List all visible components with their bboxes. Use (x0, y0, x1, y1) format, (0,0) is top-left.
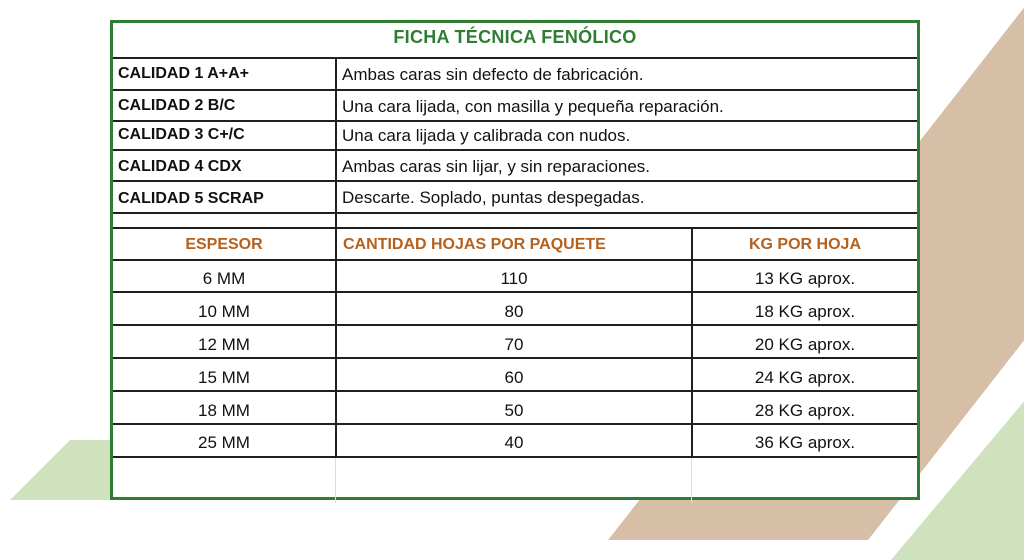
espesor-cell: 12 MM (198, 335, 250, 354)
kg-cell: 13 KG aprox. (754, 269, 856, 288)
espesor-cell: 15 MM (198, 368, 250, 387)
quality-description: Una cara lijada, con masilla y pequeña reparación. (342, 97, 724, 116)
espesor-cell: 25 MM (198, 433, 250, 452)
cantidad-cell: 60 (504, 368, 524, 387)
quality-label: CALIDAD 3 C+/C (118, 126, 245, 143)
quality-description: Una cara lijada y calibrada con nudos. (342, 126, 631, 145)
column-header-kg: KG POR HOJA (748, 236, 861, 253)
quality-label: CALIDAD 2 B/C (118, 97, 236, 114)
kg-cell: 20 KG aprox. (754, 335, 856, 354)
kg-cell: 28 KG aprox. (754, 401, 856, 420)
quality-description: Descarte. Soplado, puntas despegadas. (342, 188, 645, 207)
spec-sheet (110, 20, 920, 500)
quality-description: Ambas caras sin defecto de fabricación. (342, 65, 644, 84)
cantidad-cell: 80 (504, 302, 524, 321)
kg-cell: 18 KG aprox. (754, 302, 856, 321)
cantidad-cell: 40 (504, 433, 524, 452)
espesor-cell: 10 MM (198, 302, 250, 321)
espesor-cell: 6 MM (202, 269, 246, 288)
quality-label: CALIDAD 5 SCRAP (118, 190, 264, 207)
column-header-cantidad: CANTIDAD HOJAS POR PAQUETE (343, 236, 606, 253)
quality-description: Ambas caras sin lijar, y sin reparaciones. (342, 157, 651, 176)
cantidad-cell: 110 (500, 269, 528, 288)
kg-cell: 36 KG aprox. (754, 433, 856, 452)
column-header-espesor: ESPESOR (185, 236, 263, 253)
quality-label: CALIDAD 1 A+A+ (118, 65, 249, 82)
espesor-cell: 18 MM (198, 401, 250, 420)
cantidad-cell: 50 (504, 401, 524, 420)
cantidad-cell: 70 (504, 335, 524, 354)
kg-cell: 24 KG aprox. (754, 368, 856, 387)
sheet-title: FICHA TÉCNICA FENÓLICO (393, 27, 637, 47)
quality-label: CALIDAD 4 CDX (118, 158, 242, 175)
